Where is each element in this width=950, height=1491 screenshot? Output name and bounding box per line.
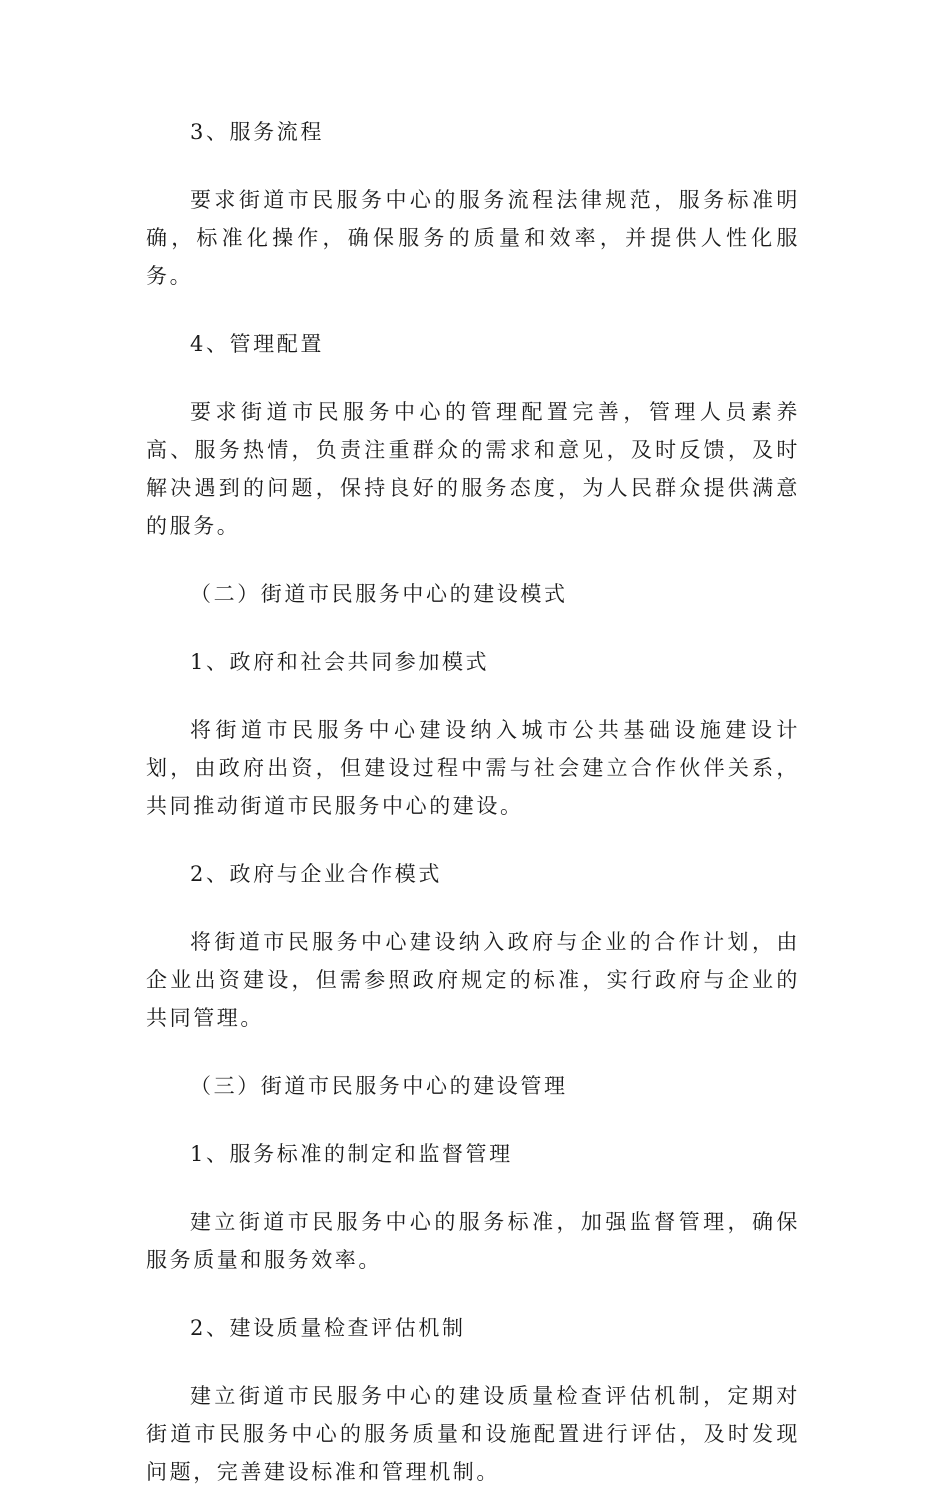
heading-service-process: 3、服务流程 [190,120,324,144]
heading-government-society-mode: 1、政府和社会共同参加模式 [190,650,490,674]
heading-government-enterprise-mode: 2、政府与企业合作模式 [190,862,442,886]
paragraph-service-standards: 建立街道市民服务中心的服务标准，加强监督管理，确保服务质量和服务效率。 [146,1210,800,1272]
paragraph-service-process: 要求街道市民服务中心的服务流程法律规范，服务标准明确，标准化操作，确保服务的质量和效率，并提供人性化服务。 [146,188,800,288]
heading-service-standards: 1、服务标准的制定和监督管理 [190,1142,513,1166]
paragraph-quality-evaluation: 建立街道市民服务中心的建设质量检查评估机制，定期对街道市民服务中心的服务质量和设施配置进行评估，及时发现问题，完善建设标准和管理机制。 [146,1384,800,1484]
heading-management-config: 4、管理配置 [190,332,324,356]
paragraph-management-config: 要求街道市民服务中心的管理配置完善，管理人员素养高、服务热情，负责注重群众的需求和意见，及时反馈，及时解决遇到的问题，保持良好的服务态度，为人民群众提供满意的服务。 [146,400,800,538]
heading-quality-evaluation: 2、建设质量检查评估机制 [190,1316,466,1340]
section-heading-construction-mode: （二）街道市民服务中心的建设模式 [190,582,568,606]
section-heading-construction-management: （三）街道市民服务中心的建设管理 [190,1074,568,1098]
paragraph-government-enterprise-mode: 将街道市民服务中心建设纳入政府与企业的合作计划，由企业出资建设，但需参照政府规定的标准，实行政府与企业的共同管理。 [146,930,800,1030]
paragraph-government-society-mode: 将街道市民服务中心建设纳入城市公共基础设施建设计划，由政府出资，但建设过程中需与社会建立合作伙伴关系，共同推动街道市民服务中心的建设。 [146,718,800,818]
